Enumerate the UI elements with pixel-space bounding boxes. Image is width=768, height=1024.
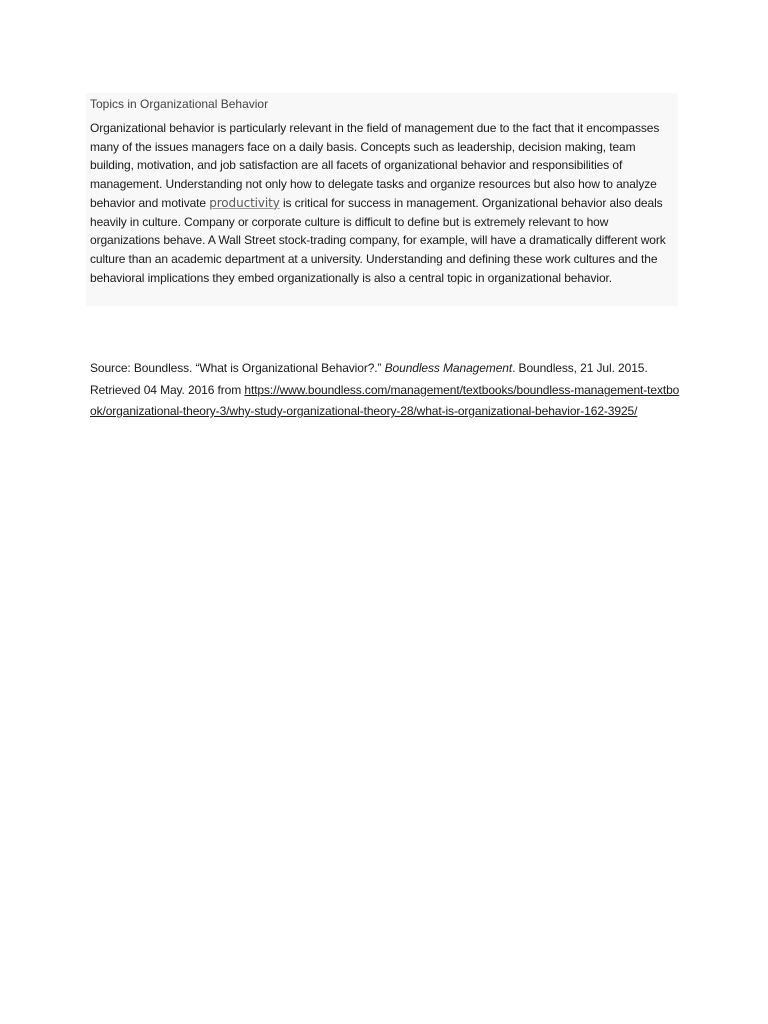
citation-prefix: Source: Boundless. “What is Organizational Behavior?.” [90,361,385,375]
excerpt-paragraph [90,119,680,287]
excerpt-box [86,93,678,306]
citation-middle: . Boundless, 21 Jul. 2015. Retrieved 04 May. 2016 from [90,361,648,397]
excerpt-text-before: Organizational behavior is particularly relevant in the field of management due to the fact that it encompasses many of the issues managers face on a daily basis. Concepts such as leadership, decision making, team building, motivation, and job satisfaction are all facets of organizational behavior and responsibilities of management. Understanding not only how to delegate tasks and organize resources but also how to analyze behavior and motivate [90,121,660,210]
excerpt-title: Topics in Organizational Behavior [90,97,269,111]
excerpt-text-after: is critical for success in management. Organizational behavior also deals heavily in culture. Company or corporate culture is difficult to define but is extremely relevant to how organizations behave. A Wall Street stock-trading company, for example, will have a dramatically different work culture than an academic department at a university. Understanding and defining these work cultures and the behavioral implications they embed organizationally is also a central topic in organizational behavior. [90,195,666,285]
source-citation [90,358,680,423]
source-url-link[interactable]: https://www.boundless.com/management/textbooks/boundless-management-textbook/organizational-theory-3/why-study-organizational-theory-28/what-is-organizational-behavior-162-3925/ [90,382,680,418]
citation-publication: Boundless Management [384,361,513,375]
keyword-link-productivity[interactable]: productivity [209,195,280,210]
